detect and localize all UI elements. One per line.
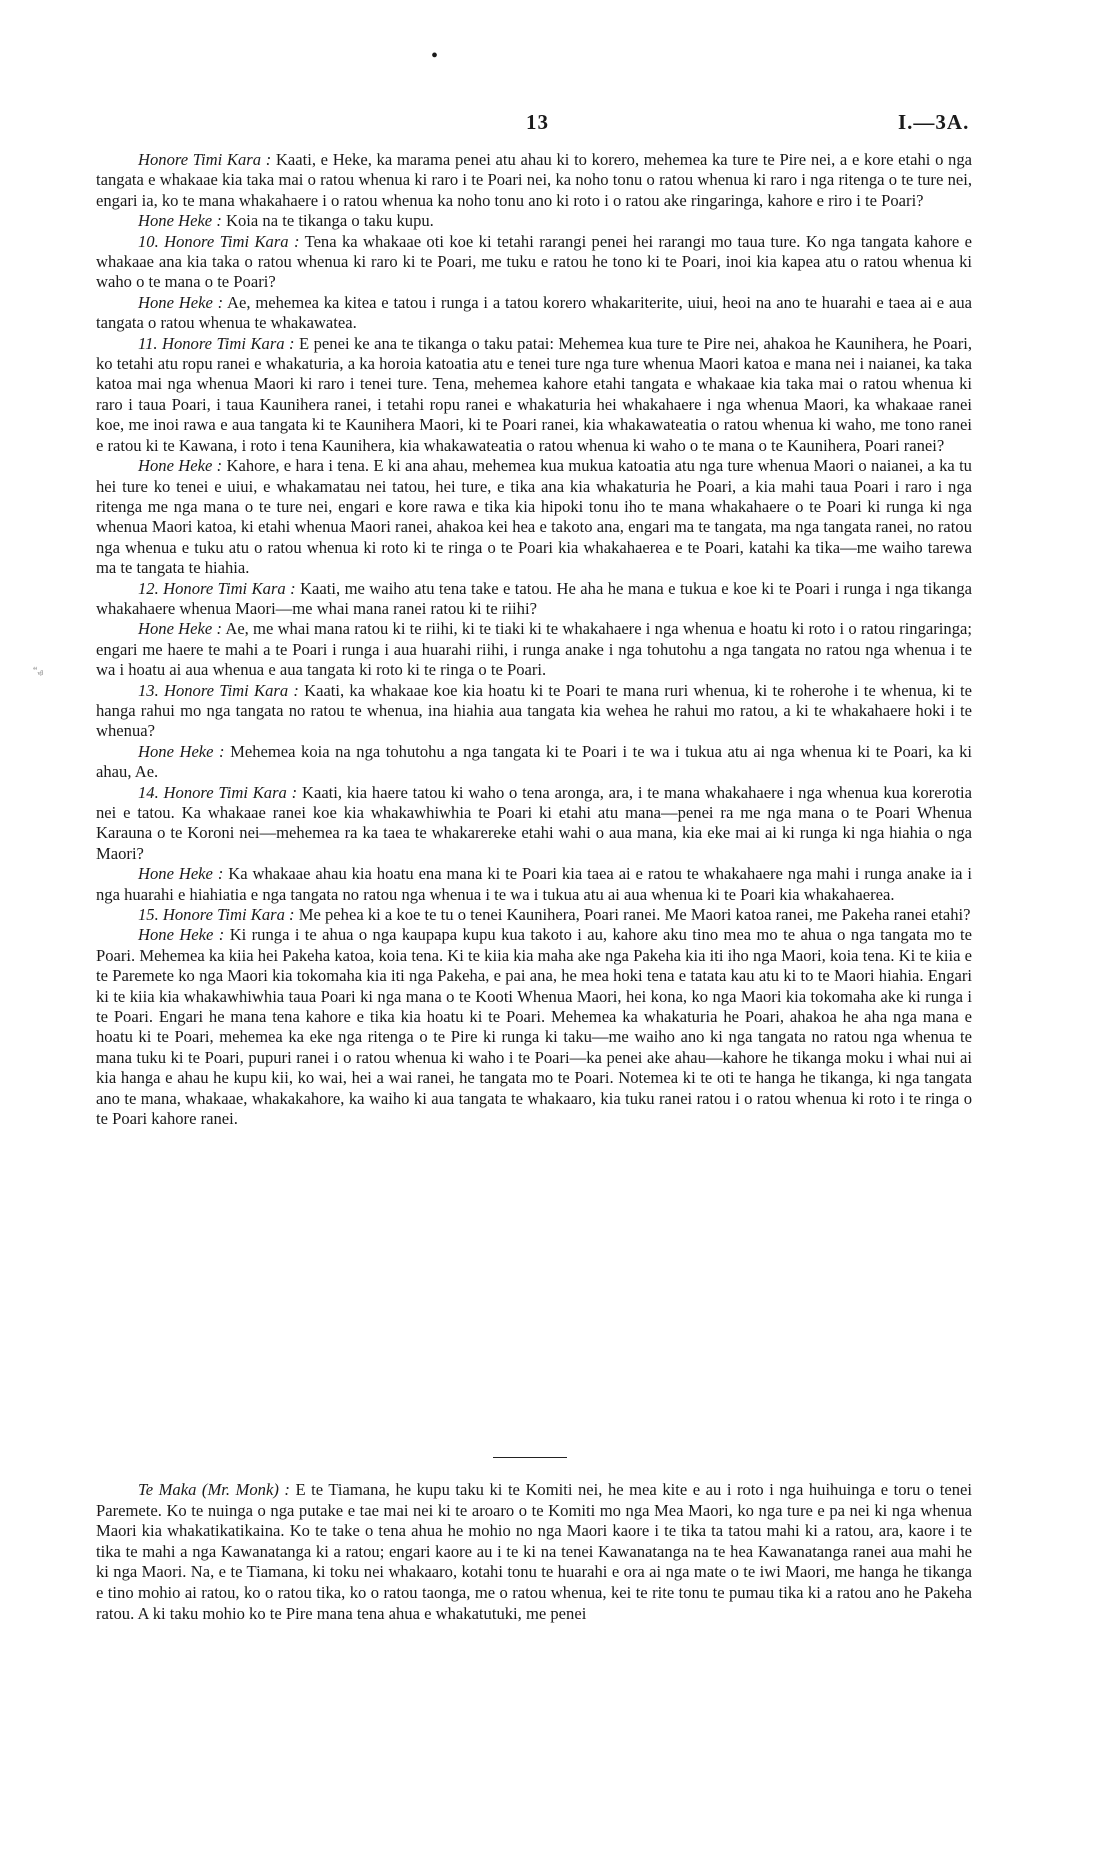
paragraph-text: Kaati, me waiho atu tena take e tatou. He aha he mana e tukua e koe ki te Poari i runga i nga tikanga whakahaere whenua Maori—me whai mana ranei ratou ki te riihi? <box>96 578 972 618</box>
paragraph-text: E penei ke ana te tikanga o taku patai: Mehemea kua ture te Pire nei, ahakoa he Kaunihera, he Poari, ko tetahi atu ropu ranei e whakaturia, a ka horoia katoatia atu e tenei ture nga ture whenua Maori katoa e mana nei i naianei, ka taka katoa mai nga whenua Maori ki raro i tenei ture. Tena, mehemea kahore etahi tangata e whakaae kia taka mai o ratou whenua ki raro i taua Poari, i taua Kaunihera ranei, i tetahi ropu ranei e whakaturia hei whakahaere i nga whenua Maori, ka whakaae ranei koe, me inoi rawa e aua tangata ki te Kaunihera Maori, ki te Poari ranei, kia whakawateatia o ratou whenua ki waho, me tono ranei e ratou ki te Kawana, i roto i tena Kaunihera, kia whakawateatia o ratou whenua ki waho o te mana o te Kaunihera, Poari ranei? <box>96 333 972 455</box>
speaker-name: 13. Honore Timi Kara : <box>138 680 299 700</box>
paragraph <box>96 579 972 620</box>
document-reference: I.—3A. <box>898 110 970 134</box>
speaker-name: Hone Heke : <box>138 619 223 639</box>
speaker-name: Hone Heke : <box>138 211 222 231</box>
paragraph <box>96 293 972 334</box>
paragraph <box>96 1480 972 1624</box>
page-number: 13 <box>526 110 549 134</box>
speaker-name: 14. Honore Timi Kara : <box>138 782 298 802</box>
speaker-name: Hone Heke : <box>138 925 225 945</box>
speaker-name: Honore Timi Kara : <box>138 150 272 169</box>
paragraph <box>96 456 972 578</box>
paragraph <box>96 925 972 1129</box>
paragraph-text: Kaati, ka whakaae koe kia hoatu ki te Poari te mana ruri whenua, ki te roherohe i te whenua, ki te hanga rahui mo nga tangata no ratou te whenua, ina hiahia aua tangata kia wehea he rahui mo ratou, a ki te whakahaere hoki i te whenua? <box>96 680 972 741</box>
paragraph-text: Tena ka whakaae oti koe ki tetahi rarangi penei hei rarangi mo taua ture. Ko nga tangata kahore e whakaae ana kia taka o ratou whenua ki raro ki te Poari, me tuku e ratou he tono ki te Poari, inoi kia kapea atu o ratou whenua ki waho o te mana o te Poari? <box>96 231 972 292</box>
paragraph <box>96 334 972 456</box>
speaker-name: Hone Heke : <box>138 292 224 312</box>
paragraph <box>96 211 972 231</box>
paragraph <box>96 232 972 293</box>
paragraph-text: Me pehea ki a koe te tu o tenei Kaunihera, Poari ranei. Me Maori katoa ranei, me Pakeha ranei etahi? <box>294 905 971 925</box>
stray-dot: • <box>431 45 439 67</box>
paragraph-text: Ki runga i te ahua o nga kaupapa kupu kua takoto i au, kahore aku tino mea mo te ahua o nga tangata mo te Poari. Mehemea ka kiia hei Pakeha katoa, koia tena. Ki te kiia kia maha ake nga Pakeha kia iti iho nga Maori, koia tena. Ki te kiia e te Paremete ko nga Maori kia tokomaha kia iti nga Pakeha, e pai ana, he mea hoki tena e tatata kau atu ki to te Maori hiahia. Engari ki te kiia kia whakawhiwhia taua Poari ki nga mana o te Kooti Whenua Maori, hei kona, ko nga Maori kia tokomaha ake ki runga i te Poari. Engari he mana tena kahore e tika kia hoatu ki te Poari. Mehemea ka whakaturia he Poari, ahakoa he aha nga mana e hoatu ki te Poari, mehemea ka eke nga ritenga o te Pire ki runga ki taku—me waiho ano ki nga tangata no ratou nga whenua te mana tuku ki te Poari, pupuri ranei i o ratou whenua ki waho i te Poari—ka penei ake ahau—kahore he tikanga moku i whai nui ai kia hanga e ahau he kupu kii, ko wai, hei a wai ranei, he tangata mo te Poari. Notemea ki te oti te hanga he tikanga, ki nga tangata ano te mana, whakaae, whakakahore, ka waiho ki aua tangata te whakaaro, kia tuku ranei ratou i o ratou whenua ki roto i te ringa o te Poari kahore ranei. <box>96 925 972 1129</box>
speaker-name: Hone Heke : <box>138 864 224 884</box>
speaker-name: Hone Heke : <box>138 456 223 476</box>
paragraph-text: Ae, mehemea ka kitea e tatou i runga i a tatou korero whakariterite, uiui, heoi na ano te huarahi e taea ai e aua tangata o ratou whenua te whakawatea. <box>96 292 972 333</box>
paragraph <box>96 742 972 783</box>
paragraph-text: E te Tiamana, he kupu taku ki te Komiti nei, he mea kite e au i roto i nga huihuinga e toru o tenei Paremete. Ko te nuinga o nga putake e tae mai nei ki te aroaro o te Komiti mo nga Mea Maori, ko nga ture e pa nei ki nga whenua Maori kia whakatikatikaina. Ko te take o tena ahua he mohio no nga Maori kaore i te tika ta tatou mahi ki a ratou, ara, kaore i te tika te mahi a nga Kawanatanga ki a ratou; engari kaore au i te ki na tenei Kawanatanga na te hea Kawanatanga ranei aua mahi he ki nga Maori. Na, e te Tiamana, ki toku nei whakaaro, kotahi tonu te huarahi e ora ai nga mate o te iwi Maori, me hanga he tikanga e tino mohio ai ratou, ko o ratou tika, ko o ratou taonga, me o ratou whenua, kei te rite tonu te pumau tika ki a ratou ano he Pakeha ratou. A ki taku mohio ko te Pire mana tena ahua e whakatutuki, me penei <box>96 1480 972 1623</box>
paragraph <box>96 681 972 742</box>
paragraph <box>96 864 972 905</box>
testimony-body <box>96 150 972 1130</box>
paragraph <box>96 783 972 865</box>
paragraph-text: Ka whakaae ahau kia hoatu ena mana ki te Poari kia taea ai e ratou te whakahaere nga mahi i runga anake ia i nga huarahi e hiahiatia e nga tangata no ratou nga whenua i te wa i tukua atu ai aua whenua ki te Poari kia whakahaerea. <box>96 864 972 904</box>
speaker-name: Te Maka (Mr. Monk) : <box>138 1480 290 1499</box>
paragraph-text: Kaati, e Heke, ka marama penei atu ahau ki to korero, mehemea ka ture te Pire nei, a e kore etahi o nga tangata e whakaae kia taka mai o ratou whenua ki raro i te Poari nei, ka noho tonu o ratou whenua ki raro i nga ritenga o te ture nei, engari ia, ko te mana whakahaere i o ratou whenua ka noho tonu ano ki roto i o ratou ake ringaringa, kahore e riro i te Poari? <box>96 150 972 210</box>
paragraph <box>96 619 972 680</box>
paragraph-text: Mehemea koia na nga tohutohu a nga tangata ki te Poari i te wa i tukua atu ai nga whenua ki te Poari, ka ki ahau, Ae. <box>96 741 972 782</box>
speaker-name: 12. Honore Timi Kara : <box>138 578 296 598</box>
speaker-name: 11. Honore Timi Kara : <box>138 333 295 353</box>
paragraph-text: Ae, me whai mana ratou ki te riihi, ki te tiaki ki te whakahaere i nga whenua e hoatu ki roto i o ratou ringaringa; engari me haere te mahi a te Poari i runga i aua huarahi riihi, i runga anake i nga tohutohu a nga tangata no ratou nga whenua i te wa i hoatu ai aua whenua e aua tangata ki roto ki te ringa o te Poari. <box>96 619 972 680</box>
paragraph-text: Koia na te tikanga o taku kupu. <box>221 211 434 231</box>
section-divider <box>493 1457 567 1458</box>
paragraph <box>96 905 972 925</box>
speaker-name: 15. Honore Timi Kara : <box>138 905 295 925</box>
margin-mark: “ᵥᵦ <box>33 666 44 677</box>
speaker-name: Hone Heke : <box>138 741 225 761</box>
monk-statement <box>96 1480 972 1624</box>
speaker-name: 10. Honore Timi Kara : <box>138 231 300 251</box>
paragraph-text: Kahore, e hara i tena. E ki ana ahau, mehemea kua mukua katoatia atu nga ture whenua Maori o naianei, a ka tu hei ture ko tenei e uiui, e whakamatau nei tatou, hei ture, e tika ana kia whakaturia he Poari, a kia mahi taua Poari i raro i nga ritenga me nga mana o te ture nei, engari e kore rawa e tika kia hipoki tonu iho te mana whakahaere o te Poari ki runga ki nga whenua Maori katoa, ki etahi whenua Maori ranei, ahakoa kei hea e takoto ana, engari ma te tangata, ma nga tangata ranei, no ratou nga whenua e tuku atu o ratou whenua ki roto ki te ringa o te Poari kia whakahaerea e te Poari, katahi ka tika—me waiho tarewa ma te tangata te hiahia. <box>96 456 972 578</box>
paragraph-text: Kaati, kia haere tatou ki waho o tena aronga, ara, i te mana whakahaere i nga whenua kua korerotia nei e tatou. Ka whakaae ranei koe kia whakawhiwhia te Poari ki etahi atu mana—penei ra me nga mana o te Poari Whenua Karauna o te Koroni nei—mehemea ra ka taea te whakarereke etahi wahi o aua mana, kia eke mai ai ki runga ki nga hiahia o nga Maori? <box>96 782 972 863</box>
paragraph <box>96 150 972 211</box>
